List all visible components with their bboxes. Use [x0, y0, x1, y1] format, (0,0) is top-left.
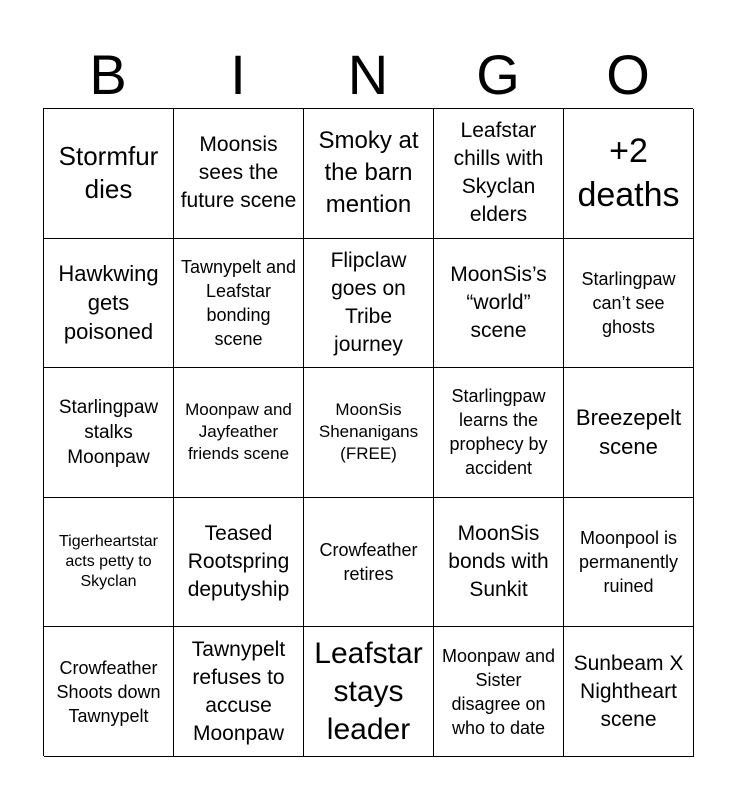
bingo-cell[interactable] [564, 627, 694, 757]
cell-text: Moonpool is permanently ruined [578, 528, 679, 597]
bingo-cell[interactable] [434, 239, 564, 369]
header-letter-b: B [89, 43, 127, 106]
bingo-cell[interactable] [304, 109, 434, 239]
bingo-cell[interactable] [434, 109, 564, 239]
bingo-cell[interactable] [434, 627, 564, 757]
cell-text: +2 deaths [577, 132, 680, 215]
cell-text: Tigerheartstar acts petty to Skyclan [59, 533, 158, 591]
bingo-board [43, 108, 693, 756]
header-letter-n: N [347, 43, 389, 106]
bingo-cell[interactable] [44, 239, 174, 369]
bingo-cell[interactable] [304, 368, 434, 498]
cell-text: Moonsis sees the future scene [180, 133, 297, 213]
cell-text: Sunbeam X Nightheart scene [573, 651, 684, 731]
cell-text: MoonSis bonds with Sunkit [448, 522, 549, 602]
cell-text: Flipclaw goes on Tribe journey [330, 248, 407, 356]
cell-text: Tawnypelt and Leafstar bonding scene [180, 256, 297, 349]
bingo-cell[interactable] [564, 498, 694, 628]
bingo-cell[interactable] [174, 239, 304, 369]
bingo-cell[interactable] [174, 368, 304, 498]
header-letter-i: I [230, 43, 246, 106]
bingo-cell[interactable] [564, 368, 694, 498]
cell-text: MoonSis Shenanigans (FREE) [318, 400, 419, 464]
bingo-cell[interactable] [44, 627, 174, 757]
cell-text: Stormfur dies [58, 141, 159, 205]
bingo-cell[interactable] [44, 368, 174, 498]
header-letter-o: O [606, 43, 650, 106]
cell-text: Starlingpaw stalks Moonpaw [58, 396, 159, 468]
bingo-cell[interactable] [304, 627, 434, 757]
cell-text: Crowfeather Shoots down Tawnypelt [56, 657, 161, 726]
bingo-cell[interactable] [564, 239, 694, 369]
cell-text: Starlingpaw can’t see ghosts [581, 268, 676, 337]
bingo-cell[interactable] [564, 109, 694, 239]
cell-text: Hawkwing gets poisoned [58, 261, 159, 345]
cell-text: Leafstar chills with Skyclan elders [453, 119, 544, 227]
cell-text: MoonSis’s “world” scene [450, 262, 547, 342]
bingo-cell[interactable] [174, 627, 304, 757]
bingo-cell[interactable] [174, 498, 304, 628]
cell-text: Breezepelt scene [575, 405, 682, 460]
header-letter-g: G [476, 43, 520, 106]
cell-text: Smoky at the barn mention [318, 127, 419, 219]
cell-text: Leafstar stays leader [314, 636, 423, 746]
cell-text: Moonpaw and Sister disagree on who to date [441, 645, 556, 738]
bingo-cell[interactable] [44, 109, 174, 239]
bingo-cell[interactable] [304, 239, 434, 369]
bingo-cell[interactable] [304, 498, 434, 628]
cell-text: Starlingpaw learns the prophecy by accident [449, 386, 548, 479]
bingo-cell[interactable] [434, 498, 564, 628]
cell-text: Tawnypelt refuses to accuse Moonpaw [191, 637, 286, 745]
cell-text: Teased Rootspring deputyship [187, 522, 290, 602]
cell-text: Moonpaw and Jayfeather friends scene [185, 400, 292, 464]
bingo-cell[interactable] [174, 109, 304, 239]
bingo-cell[interactable] [434, 368, 564, 498]
bingo-cell[interactable] [44, 498, 174, 628]
bingo-header [43, 42, 693, 108]
cell-text: Crowfeather retires [319, 540, 418, 585]
